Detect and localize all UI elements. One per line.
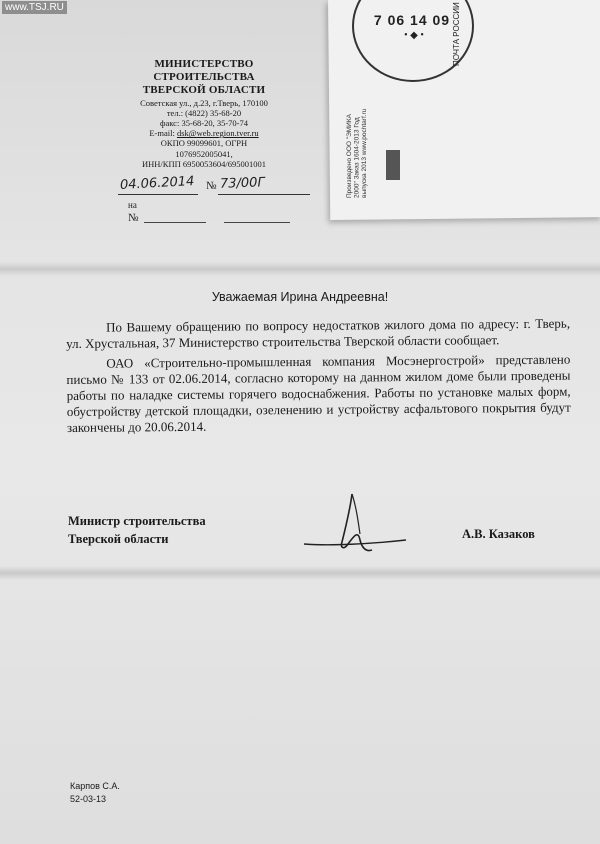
registration-number: 73/00Г [219,175,265,192]
registration-line [110,174,310,200]
org-inn: ИНН/КПП 6950053604/695001001 [142,158,266,169]
number-underline [218,194,310,195]
number-sign: № [206,180,217,192]
signatory-title [68,512,206,548]
signatory-title-line1: Министр строительства [68,514,206,528]
org-name-line2: СТРОИТЕЛЬСТВА [153,71,255,84]
registration-date: 04.06.2014 [119,174,195,193]
reference-na-label: на [128,200,137,210]
reference-underline [224,222,290,223]
date-underline [118,194,198,195]
handwritten-signature [300,490,410,560]
postal-stamp-text: ПОЧТА РОССИИ [452,2,461,66]
executor-info [70,780,120,806]
org-ogrn: 1076952005041, [175,148,233,159]
body-paragraph: По Вашему обращению по вопросу недостатков жилого дома по адресу: г. Тверь, ул. Хрустальная, 37 Министерство строительства Тверской области сообщает. [66,315,571,351]
paper-fold [0,566,600,580]
org-phone: тел.: (4822) 35-68-20 [166,107,242,118]
letterhead [104,58,304,169]
body-paragraph: ОАО «Строительно-промышленная компания Мосэнергострой» представлено письмо № 133 от 02.06.2014, согласно которому на данном жилом доме были проведены работы по наладке системы горячего водоснабжения. Работы по установке малых форм, обустройству детской площадки, озеленению и устройству асфальтового покрытия будут закончены до 20.06.2014. [66,351,571,435]
signatory-name: А.В. Казаков [462,527,535,541]
envelope-barcode-sticker [386,150,400,180]
postmark-dots: • ◆ • [404,30,424,41]
greeting: Уважаемая Ирина Андреевна! [211,290,389,304]
org-name-line1: МИНИСТЕРСТВО [154,58,254,70]
org-name-line3: ТВЕРСКОЙ ОБЛАСТИ [142,84,266,97]
watermark: www.TSJ.RU [2,1,67,14]
org-fax: факс: 35-68-20, 35-70-74 [159,117,249,128]
org-email [104,128,304,138]
reference-underline [144,222,206,223]
paper-fold [0,262,600,276]
org-address: Советская ул., д.23, г.Тверь, 170100 [140,97,268,108]
letter-body [66,316,571,440]
reference-line [128,200,298,222]
org-email-label: E-mail: [149,128,177,139]
envelope-print-text: Произведено ООО "ЭМИКА 2000" Заказ 1604-2013 Год выпуска 2013 www.pochtarf.ru [346,108,368,198]
org-email-address: dsk@web.region.tver.ru [176,128,259,139]
executor-name: Карпов С.А. [70,781,120,791]
postmark-date: 7 06 14 09 [373,12,451,28]
executor-phone: 52-03-13 [70,794,107,804]
org-okpo: ОКПО 99099601, ОГРН [160,138,248,149]
reference-number-sign: № [128,212,139,224]
signatory-title-line2: Тверской области [68,532,169,546]
